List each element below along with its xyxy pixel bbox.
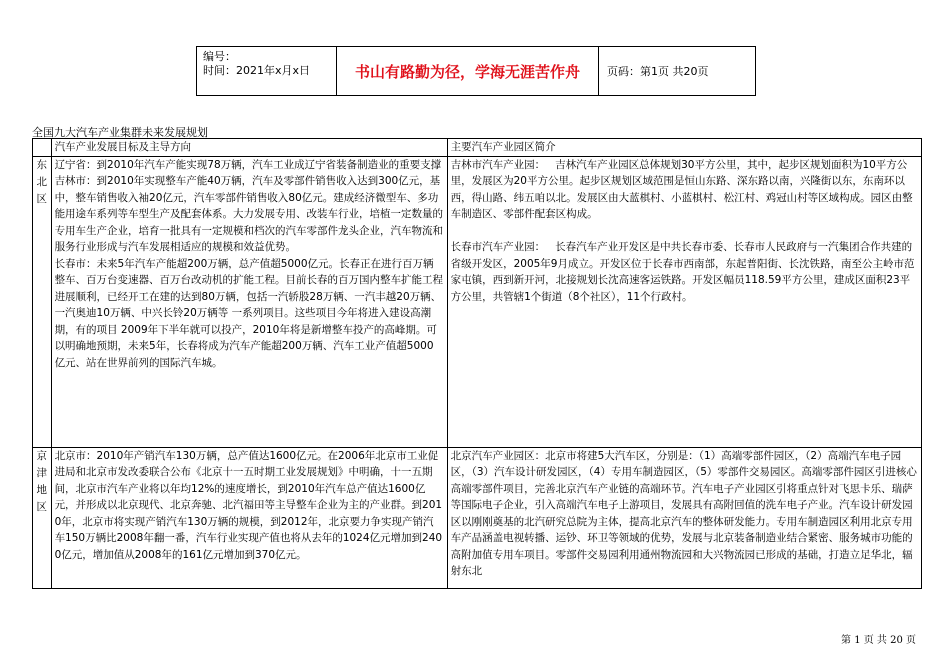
goal-cell: 辽宁省：到2010年汽车产能实现78万辆，汽车工业成辽宁省装备制造业的重要支撑 吉林市：到2010年实现整车产能40万辆，汽车及零部件销售收入达到300亿元，基中，整车销售收入袖20亿元，汽车零部件销售收入80亿元。建成经济微型车、多功能用途车系列等车型生产及配套体系。大力发展专用、改装车行业，培植一定数量的专用车生产企业，培育一批具有一定规模和档次的汽车零部件龙头企业，汽车物流和服务行业形成与汽车发展相适应的规模和效益优势。 长春市：未来5年汽车产能超200万辆，总产值超5000亿元。长春正在进行百万辆整车、百万台变速器、百万台改动机的扩能工程。目前长春的百万国内整车扩能工程进展顺利，已经开工在建的达到80万辆，包括一汽轿股28万辆、一汽丰越20万辆、一汽奥迪10万辆、中兴长铃20万辆等 一系列项目。这些项目今年将进入建设高潮期，有的项目 2009年下半年就可以投产，2010年将是新增整车投产的高峰期。可以明确地预期，未来5年，长春将成为汽车产能超200万辆、汽车工业产值超5000亿元、站在世界前列的国际汽车城。 <box>51 156 447 447</box>
time-label: 时间：2021年x月x日 <box>203 64 311 77</box>
park-cell: 吉林市汽车产业园： 吉林汽车产业园区总体规划30平方公里，其中，起步区规划面积为10平方公里，发展区为20平方公里。起步区规划区域范围是恒山东路、深东路以南，兴隆街以东，东南环以西，得山路、纬五咱以北。发展区由大蓝棋村、小蓝棋村、松江村、鸡冠山村等区域构成。园区由整车制造区、零部件配套区构成。 长春市汽车产业园： 长春汽车产业开发区是中共长春市委、长春市人民政府与一汽集团合作共建的省级开发区，2005年9月成立。开发区位于长春市西南部，东起普阳街、长沈铁路，南至公主岭市范家屯镇，西到新开河，北接规划长沈高速客运铁路。开发区幅员118.59平方公里，建成区面积23平方公里，共管辖1个街道（8个社区），11个行政村。 <box>447 156 921 447</box>
motto: 书山有路勤为径，学海无涯苦作舟 <box>337 47 599 95</box>
park-cell: 北京汽车产业园区：北京市将建5大汽车区，分别是：（1）高端零部件园区，（2）高端汽车电子园区，（3）汽车设计研发园区，（4）专用车制造园区，（5）零部件交易园区。高端零部件园区引进核心高端零部件项目，完善北京汽车产业链的高端环节。汽车电子产业园区引将重点针对飞思卡乐、瑞萨等国际电子企业，引入高端汽车电子上游项目，发展具有高附回值的洗车电子产业。汽车设计研发园区以刚刚奠基的北汽研究总院为主体，提高北京汽车的整体研发能力。专用车制造园区利用北京专用车产品涵盖电视转播、运钞、环卫等领域的优势，发展与北京装备制造业结合紧密、服务城市功能的高附加值专用车项目。零部件交易园利用通州物流园和大兴物流园已形成的基础，打造立足华北，辐射东北 <box>447 447 921 588</box>
region-char: 北 <box>36 175 48 188</box>
region-char: 地 <box>36 483 48 496</box>
page-footer: 第 1 页 共 20 页 <box>841 635 916 646</box>
header-meta <box>197 47 337 95</box>
document-title: 全国九大汽车产业集群未来发展规划 <box>32 126 208 139</box>
table-row <box>33 447 922 588</box>
plan-table <box>32 138 922 589</box>
region-char: 津 <box>36 466 48 479</box>
region-char: 区 <box>36 500 48 513</box>
number-label: 编号： <box>203 50 236 63</box>
header-table <box>196 46 756 96</box>
region-cell-jingjin <box>33 447 52 588</box>
goal-cell: 北京市：2010年产销汽车130万辆，总产值达1600亿元。在2006年北京市工业促进局和北京市发改委联合公布《北京十一五时期工业发展规划》中明确，十一五期间，北京市汽车产业将以年均12%的速度增长，到2010年汽车总产值达1600亿元，并形成以北京现代、北京奔驰、北汽福田等主导整车企业为主的产业群。到2010年，北京市将实现产销汽车130万辆的规模，到2012年，北京要力争实现产销汽车150万辆比2008年翻一番，汽车行业实现产值也将从去年的1024亿元增加到2400亿元，增加值从2008年的161亿元增加到370亿元。 <box>51 447 447 588</box>
header-park: 主要汽车产业园区简介 <box>447 139 921 157</box>
table-header-row <box>33 139 922 157</box>
table-row <box>33 156 922 447</box>
region-char: 京 <box>36 449 48 462</box>
header-goal: 汽车产业发展目标及主导方向 <box>51 139 447 157</box>
region-char: 区 <box>36 192 48 205</box>
region-cell-northeast <box>33 156 52 447</box>
region-char: 东 <box>36 158 48 171</box>
page-label: 页码：第1页 共20页 <box>607 65 709 78</box>
header-region <box>33 139 52 157</box>
